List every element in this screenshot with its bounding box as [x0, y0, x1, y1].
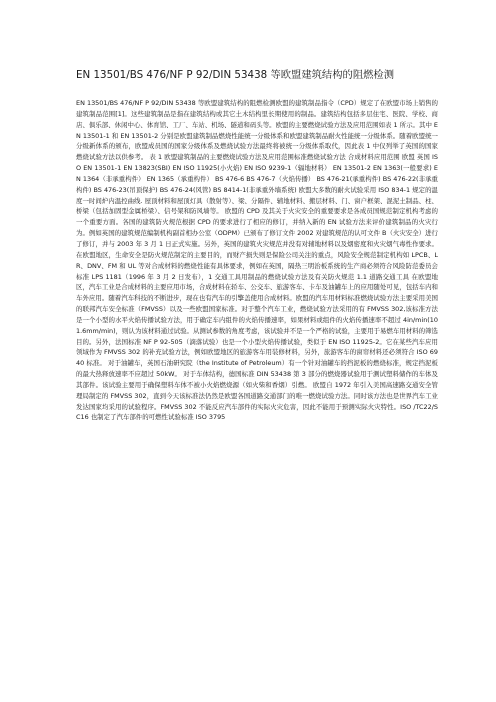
document-body-text: EN 13501/BS 476/NF P 92/DIN 53438 等欧盟建筑结构的阻燃检测欧盟的建筑制品指令（CPD）规定了在欧盟市场上销售的建筑制品范围[1]。这些建筑制品是指在建筑结构或其它土木结构里长期使用的制品。建筑结构包括多层住宅、医院、学校、商店、俱乐部、休闲中心、体育馆、工厂、车站、机场、隧道和码头等。欧盟的主要燃烧试验方法及应用范围如表 1 所示。其中 EN 13501-1 和 EN 13501-2 分别是欧盟建筑制品燃烧性能统一分级体系和欧盟建筑制品耐火性能统一分级体系。随着欧盟统一分级新体系的颁布，欧盟成员国的国家分级体系及燃烧试验方法最终将被统一分级体系取代，因此表 1 中仅列举了英国的国家燃烧试验方法以供参考。 表 1 欧盟建筑制品的主要燃烧试验方法及应用范围标准燃烧试验方法 合成材料应用范围 欧盟 英国 ISO EN 13501-1 EN 13823(SBI) EN ISO 11925(小火焰) EN ISO 9239-1（辐地材料） EN 13501-2 EN 1363(一般要求) EN 1364（非承重构件） EN 1365（承重构件） BS 476-6 BS 476-7（火焰传播） BS 476-21(承重构件) BS 476-22(非承重构件) BS 476-23(吊顶保护) BS 476-24(风管) BS 8414-1(非承重外墙系统) 欧盟大多数的耐火试验采用 ISO 834-1 规定的温度一时间炉内温控曲线. 屋顶材料和屋顶灯具（散射等）、梁、分隔件、辅地材料、搬层材料、门、窗户框架、混泥土制品、柱、桥梁（包括加固型金属桥梁）、信号架和防风墙等。 欧盟的 CPD 及其关于火灾安全的重要要求是各成员国规范制定机构考虑的一个重要方面。各国的建筑防火规范根据 CPD 的要求进行了相应的修订，并纳入新的 EN 试验方法来评价建筑制品的火灾行为。例如英国的建筑规范编制机构副首相办公室（ODPM）已颁布了修订文件 2002 对建筑规范的认可文件 B（火灾安全）进行了修订，并与 2003 年 3 月 1 日正式实施。另外，英国的建筑火灾规范并没有对辅地材料以及烟密度和火灾烟气毒性作要求。 在欧盟地区，生命安全是防火规范制定的主要目的，而财产损失则是保险公司关注的重点，风险安全规范制定机构如 LPCB、LR、DNV、FM 和 UL 等对合成材料的燃烧性能有具体要求，例如在英国，隔热三明治板系统的生产商必须符合风险防范委员会标准 LPS 1181（1996 年 3 月 2 日发布），1 交通工具用制品的燃烧试验方法及有关防火规范 1.1 道路交通工具 在欧盟地区，汽车工业是合成材料的主要应用市场，合成材料在轿车、公交车、旅游客车、卡车及油罐车上的应用随处可见，包括车内和车外应用。随着汽车科技的不断进步，现在也有汽车的引擎盖使用合成材料。欧盟的汽车用材料标准燃烧试验方法主要采用美国的联邦汽车安全标准（FMVSS）以及一些欧盟国家标准。对于整个汽车工业，燃烧试验方法采用的有 FMVSS 302,该标准方法是一个小型的水平火焰传播试验方法，用于确定车内组件的火焰传播速率，如果材料或组件的火焰传播速率不超过 4in/min(101.6mm/min)，则认为该材料通过试验。从测试参数的角度考虑，该试验并不是一个严格的试验，主要用于易燃车用材料的筛选目的。另外，法国标准 NF P 92-505（滴落试验）也是一个小型火焰传播试验，类似于 EN ISO 11925-2。它在某些汽车应用领域作为 FMVSS 302 的补充试验方法，例如欧盟地区的旅游客车用装修材料，另外，旅游客车的窗帘材料还必须符合 ISO 6940 标准。 对于油罐车，英国石油研究院（the Institute of Petroleum）有一个针对油罐车的挡泥板的燃烧标准，规定挡泥板的最大热释放速率不应超过 50kW。 对于车体结构，德国标准 DIN 53438 第 3 部分的燃烧器试验用于测试塑料储作的车体及其部件。该试验主要用于确保塑料车体不被小火焰燃烧源（如火柴和香烟）引燃。 欧盟自 1972 年引入美国高速路交通安全管理局制定的 FMVSS 302，直到今天该标准法仍然是欧盟各国道路交通部门的唯一燃烧试验方法。同时该方法也是世界汽车工业发达国家均采用的试验程序。FMVSS 302 不能反应汽车部件的实际火灾危害，因此不能用于预测实际火灾特性。ISO /TC22/SC16 也制定了汽车部件的可燃性试验标准 ISO 3795: [76, 99, 438, 422]
document-title: EN 13501/BS 476/NF P 92/DIN 53438 等欧盟建筑结构的阻燃检测: [76, 69, 395, 81]
